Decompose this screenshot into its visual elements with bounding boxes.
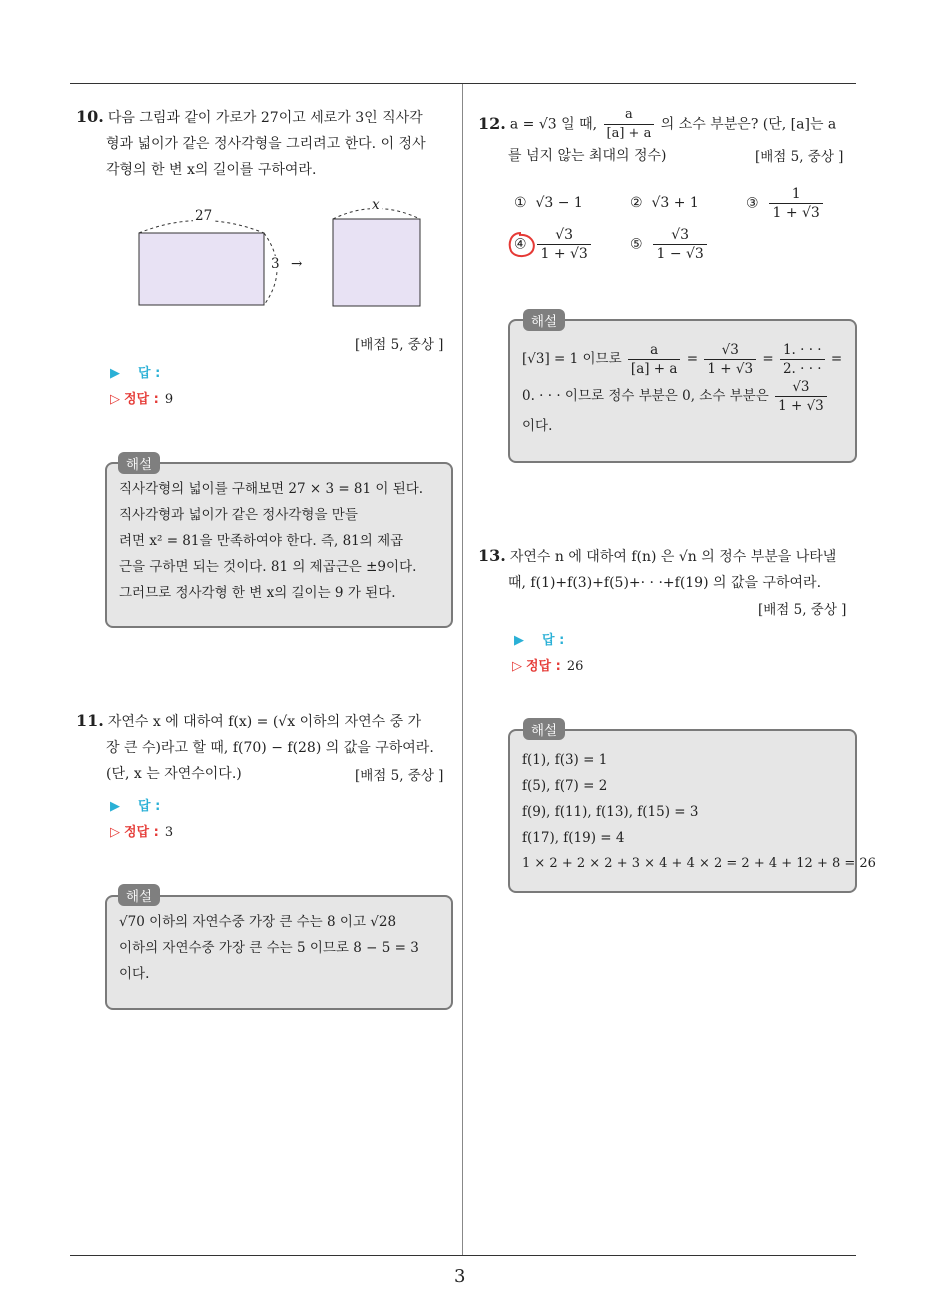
q12-number: 12. <box>478 113 506 133</box>
triangle-outline-icon: ▷ <box>512 659 522 674</box>
q13-correct-answer: ▷ 정답 : 26 <box>512 659 584 674</box>
q10-correct-answer: ▷ 정답 : 9 <box>110 392 174 407</box>
play-icon: ▶ <box>110 799 120 814</box>
page-number: 3 <box>454 1266 466 1287</box>
q12-score: [배점 5, 중상 ] <box>755 149 844 165</box>
rectangle <box>139 233 264 305</box>
choice-3[interactable]: ③ $\frac{1}{1 + √3}$ <box>746 185 825 222</box>
triangle-outline-icon: ▷ <box>110 825 120 840</box>
fig-height-label: 3 <box>271 256 280 272</box>
q11-answer-line[interactable]: ▶ 답 : <box>110 799 161 814</box>
triangle-outline-icon: ▷ <box>110 392 120 407</box>
choice-4[interactable]: ④ $\frac{√3}{1 + √3}$ <box>514 226 593 263</box>
q12-explain-box: [√3] = 1 이므로 $\frac{a}{[a] + a}$ = $\frac{√3}{1 + √3}$ = $\frac{1. \cdot \cdot \cdot}{2. \cdot \cdot \cdot}$ = 0. · · · 이므로 정수 부분은 0, 소수 부분은 $\frac{√3}{1 + √3}$ 이다. <box>508 319 857 463</box>
q12-text: 12. a = √3 일 때, $\frac{a}{[a] + a}$ 의 소수 부분은? (단, [a]는 a 를 넘지 않는 최대의 정수) <box>478 107 837 164</box>
selected-circle-mark <box>505 230 537 260</box>
fig-side-label: x <box>372 197 380 213</box>
q11-explain-box: √70 이하의 자연수중 가장 큰 수는 8 이고 √28 이하의 자연수중 가장 큰 수는 5 이므로 8 − 5 = 3 이다. <box>105 895 453 1010</box>
play-icon: ▶ <box>110 366 120 381</box>
q13-answer-line[interactable]: ▶ 답 : <box>514 633 565 648</box>
q11-score: [배점 5, 중상 ] <box>355 768 444 784</box>
fig-arrow: → <box>291 256 303 272</box>
choice-1[interactable]: ① √3 − 1 <box>514 195 583 211</box>
q13-number: 13. <box>478 546 506 565</box>
q10-number: 10. <box>76 107 104 126</box>
q11-correct-answer: ▷ 정답 : 3 <box>110 825 174 840</box>
top-rule <box>70 83 856 84</box>
choice-2[interactable]: ② √3 + 1 <box>630 195 699 211</box>
q10-text: 10. 다음 그림과 같이 가로가 27이고 세로가 3인 직사각 형과 넓이가 같은 정사각형을 그리려고 한다. 이 정사 각형의 한 변 x의 길이를 구하여라. <box>76 107 426 178</box>
q11-number: 11. <box>76 711 104 730</box>
q10-score: [배점 5, 중상 ] <box>355 337 444 353</box>
square <box>333 219 420 306</box>
q12-explain-tag: 해설 <box>523 309 565 331</box>
q10-answer-line[interactable]: ▶ 답 : <box>110 366 161 381</box>
q13-explain-box: f(1), f(3) = 1 f(5), f(7) = 2 f(9), f(11), f(13), f(15) = 3 f(17), f(19) = 4 1 × 2 + 2 × 2 + 3 × 4 + 4 × 2 = 2 + 4 + 12 + 8 = 26 <box>508 729 857 893</box>
bottom-rule <box>70 1255 856 1256</box>
fig-width-label: 27 <box>195 208 213 224</box>
column-divider <box>462 84 463 1256</box>
q13-score: [배점 5, 중상 ] <box>758 602 847 618</box>
q10-figure <box>130 200 430 315</box>
q11-explain-tag: 해설 <box>118 884 160 906</box>
play-icon: ▶ <box>514 633 524 648</box>
q13-explain-tag: 해설 <box>523 718 565 740</box>
q13-text: 13. 자연수 n 에 대하여 f(n) 은 √n 의 정수 부분을 나타낼 때, f(1)+f(3)+f(5)+· · ·+f(19) 의 값을 구하여라. <box>478 546 837 591</box>
q10-explain-tag: 해설 <box>118 452 160 474</box>
choice-5[interactable]: ⑤ $\frac{√3}{1 - √3}$ <box>630 226 709 263</box>
q11-text: 11. 자연수 x 에 대하여 f(x) = (√x 이하의 자연수 중 가 장 큰 수)라고 할 때, f(70) − f(28) 의 값을 구하여라. (단, x 는 자연수이다.) <box>76 711 434 782</box>
q10-explain-box: 직사각형의 넓이를 구해보면 27 × 3 = 81 이 된다. 직사각형과 넓이가 같은 정사각형을 만들 려면 x² = 81을 만족하여야 한다. 즉, 81의 제곱 근을 구하면 되는 것이다. 81 의 제곱근은 ±9이다. 그러므로 정사각형 한 변 x의 길이는 9 가 된다. <box>105 462 453 628</box>
